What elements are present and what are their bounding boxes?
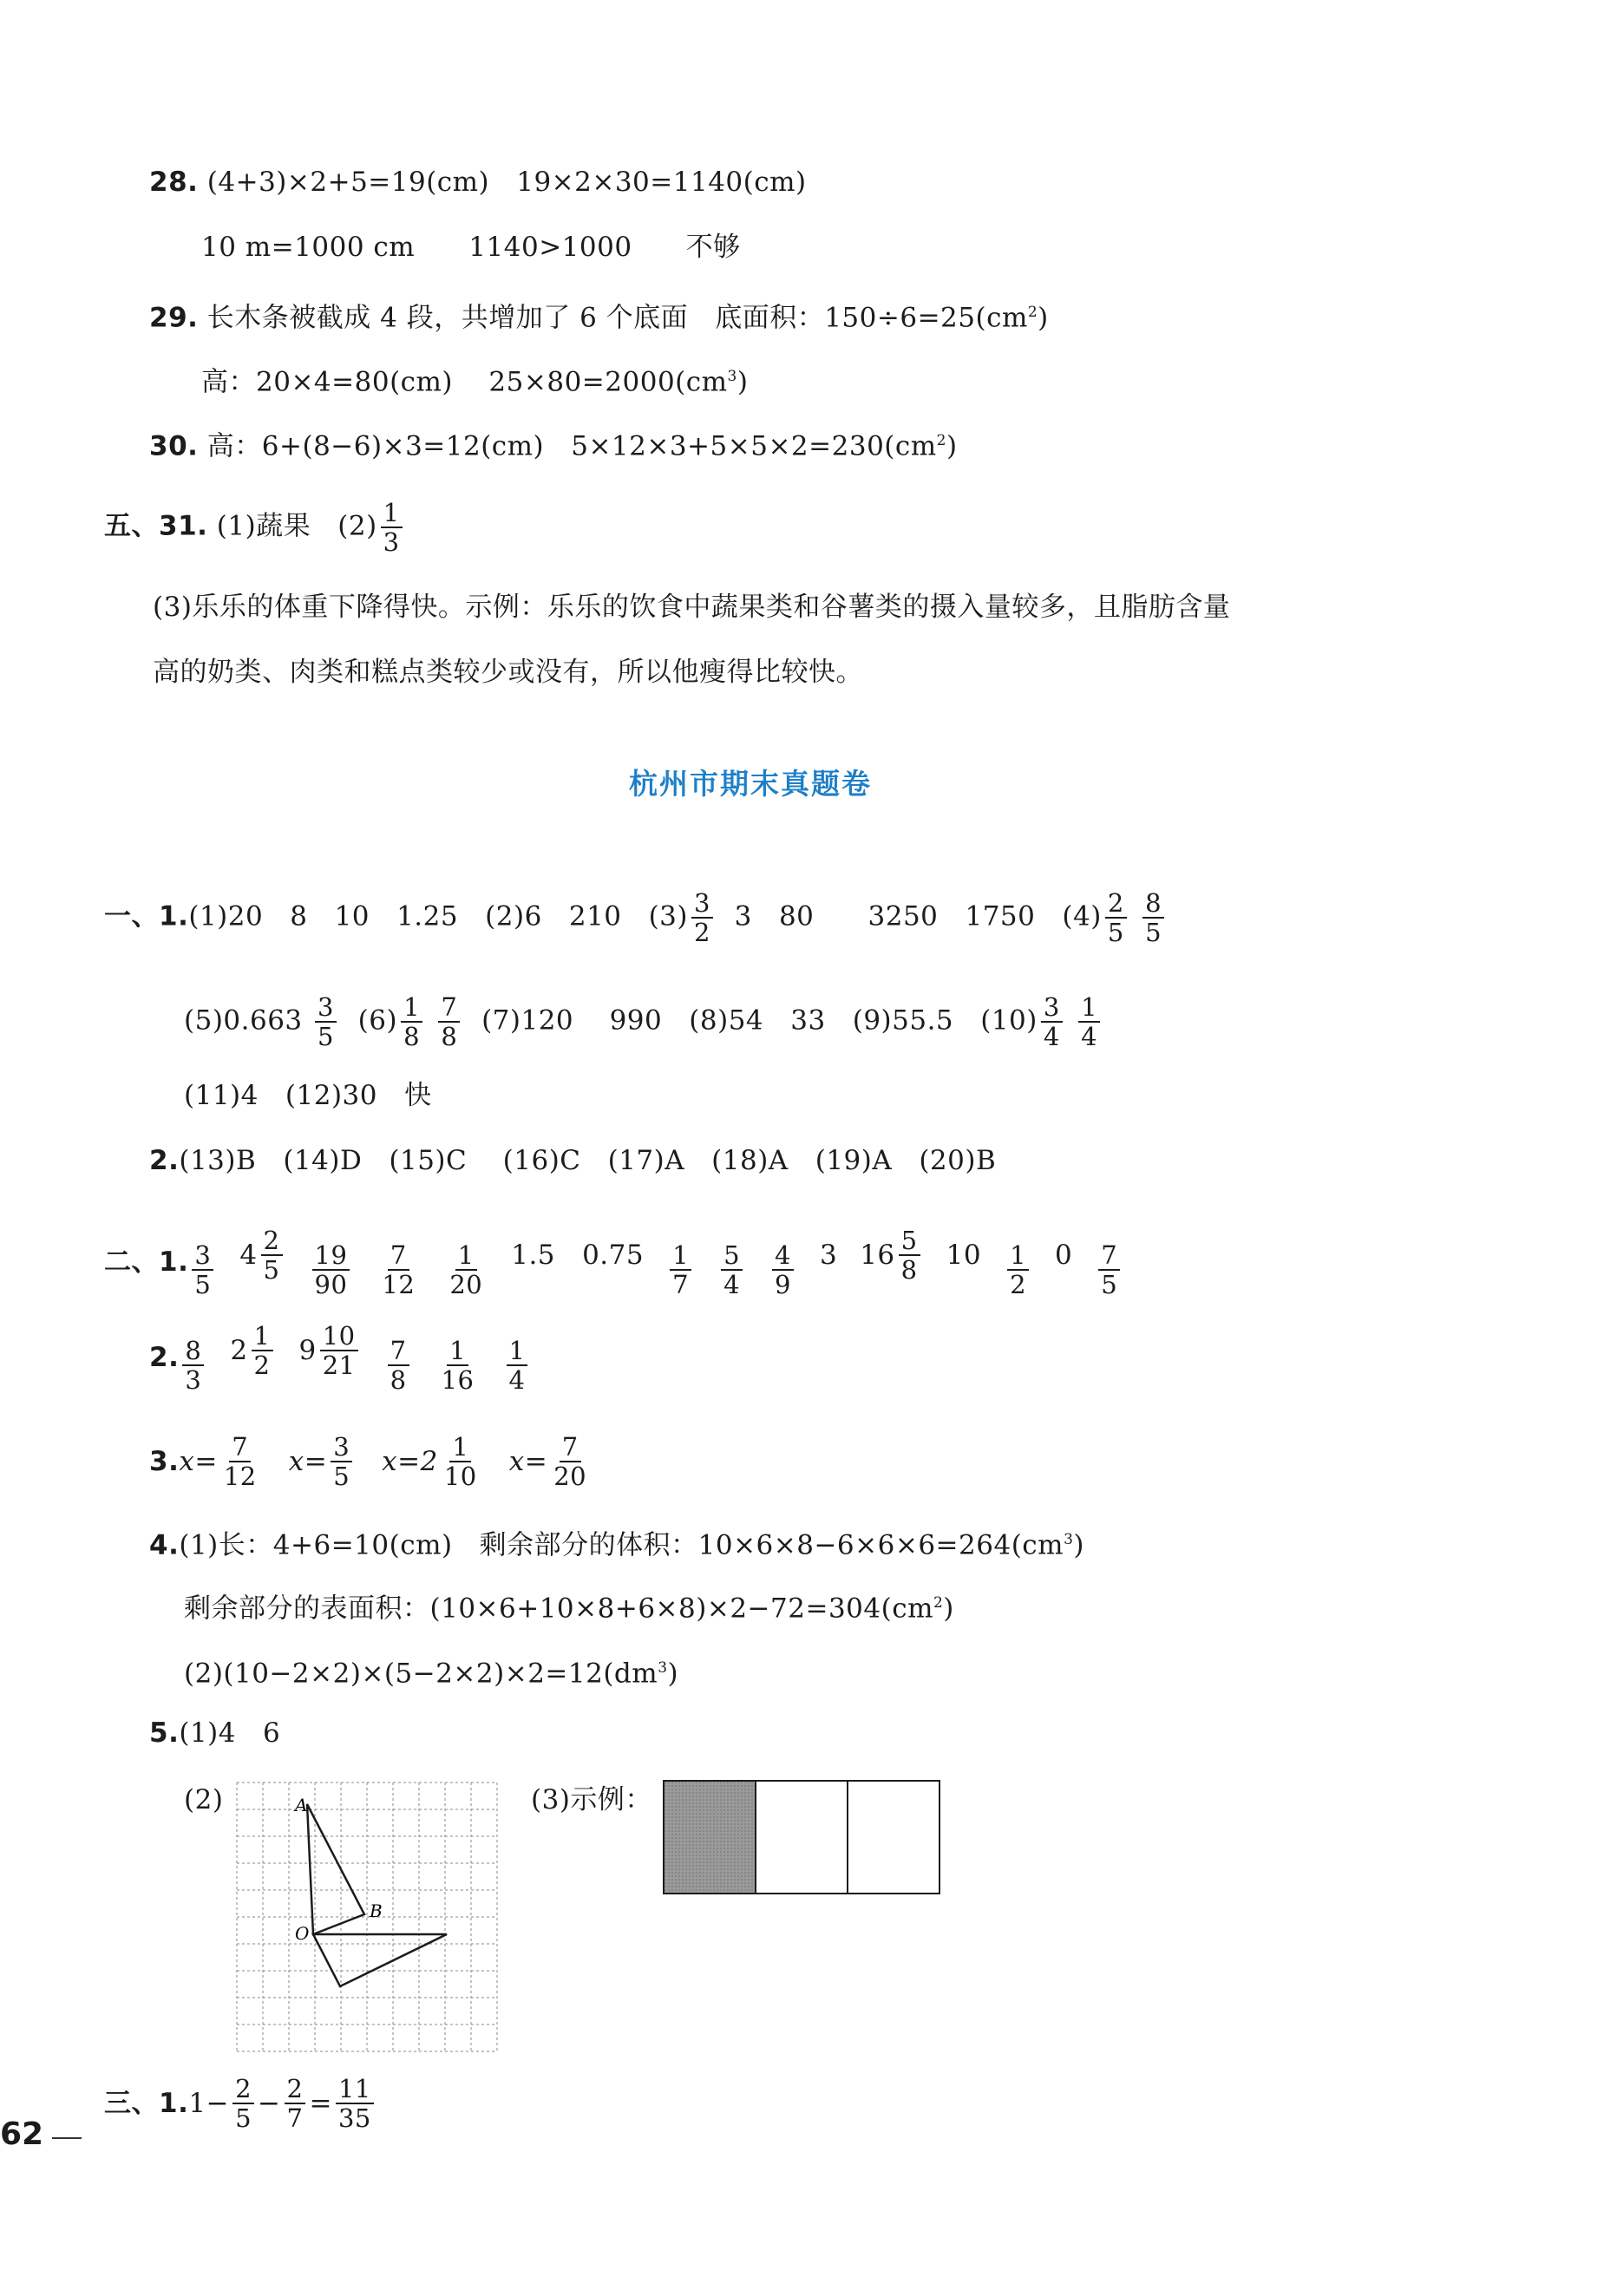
p3-frac-2-5: [232, 2075, 254, 2132]
fraction-denominator: 4: [508, 1364, 526, 1395]
p2-q2-number: 2.: [149, 1342, 180, 1373]
p1-l2b: (6): [339, 1004, 398, 1037]
fraction-denominator: 2: [694, 918, 710, 947]
q29-line2: [201, 359, 748, 399]
fraction-numerator: 3: [1041, 993, 1063, 1023]
p2-q4-l2-sup: 2: [933, 1594, 944, 1612]
answer-item: [443, 1241, 488, 1298]
fraction-numerator: 7: [388, 1337, 409, 1366]
p2-q4-l1: (1)长：4+6=10(cm) 剩余部分的体积：10×6×8−6×6×6=264(cm: [179, 1529, 1064, 1561]
variable-label: x=: [288, 1446, 328, 1477]
q28-line2: 10 m=1000 cm 1140>1000 不够: [201, 232, 741, 263]
fraction-numerator: 1: [447, 1337, 468, 1366]
p2-q4-l1-end: ): [1073, 1529, 1084, 1561]
fraction-numerator: 1: [507, 1337, 528, 1366]
fraction-numerator: 3: [315, 993, 337, 1023]
answer-item: [179, 1433, 262, 1490]
p1-q2-text: (13)B (14)D (15)C (16)C (17)A (18)A (19)A (20)B: [179, 1145, 997, 1176]
p3-frac-2-7: [285, 2075, 306, 2132]
q30-number: 30.: [149, 430, 199, 462]
p1-line2: [184, 993, 1103, 1050]
fraction-numerator: 1: [401, 993, 422, 1023]
fraction-denominator: 5: [1101, 1269, 1118, 1299]
fraction: [442, 1433, 480, 1490]
whole-number: 9: [298, 1334, 317, 1366]
answer-text: 10: [946, 1239, 982, 1271]
fraction-numerator: 1: [670, 1241, 691, 1271]
fraction-numerator: 3: [691, 889, 713, 919]
answer-text: 3: [819, 1239, 838, 1271]
fraction-numerator: 3: [331, 1433, 352, 1462]
answer-item: [1004, 1241, 1032, 1298]
q31-fraction: [381, 499, 403, 556]
p2-q3-number: 3.: [149, 1446, 180, 1477]
p2-q4-line1: [149, 1522, 1084, 1562]
fraction-denominator: 3: [383, 527, 400, 557]
q29-number: 29.: [149, 302, 199, 334]
q29-line2-sup: 3: [727, 368, 737, 385]
p2-q5-line1: [149, 1716, 280, 1750]
fraction-denominator: 8: [403, 1022, 421, 1051]
p2-q4-number: 4.: [149, 1529, 180, 1561]
answer-item: [384, 1337, 413, 1394]
p1-frac-3-5: [315, 993, 337, 1050]
p2-q4-l1-sup: 3: [1064, 1531, 1074, 1548]
p1-frac-2-5: [1105, 889, 1127, 946]
p2-q3: [149, 1427, 619, 1496]
fraction-numerator: 1: [252, 1322, 273, 1351]
p1-q2-number: 2.: [149, 1145, 180, 1176]
q31-line3: 高的奶类、肉类和糕点类较少或没有，所以他瘦得比较快。: [153, 657, 863, 688]
answer-item: [511, 1238, 644, 1272]
fraction-numerator: 2: [261, 1226, 283, 1256]
p1-line1: [104, 889, 1168, 946]
fraction-denominator: 35: [337, 2103, 371, 2133]
q29-text: 长木条被截成 4 段，共增加了 6 个底面 底面积：150÷6=25(cm: [206, 302, 1028, 334]
fraction: [192, 1241, 213, 1298]
p2-number: 二、1.: [104, 1246, 189, 1278]
answer-item: [299, 1322, 362, 1379]
answer-item: [309, 1241, 354, 1298]
fraction-numerator: 1: [1078, 993, 1100, 1023]
fraction-denominator: 5: [263, 1254, 280, 1285]
fraction: [507, 1337, 528, 1394]
fraction-denominator: 3: [185, 1364, 202, 1395]
answer-item: [666, 1241, 695, 1298]
answer-item: [1055, 1238, 1072, 1272]
p1-q2: [149, 1143, 996, 1178]
p2-q5-part3-label: (3)示例：: [531, 1784, 652, 1815]
fraction-denominator: 20: [553, 1462, 587, 1491]
triangle-original: [307, 1804, 364, 1934]
fraction-numerator: 10: [320, 1322, 358, 1351]
fraction-denominator: 7: [286, 2103, 304, 2133]
answer-item: [860, 1226, 923, 1284]
answer-item: [509, 1433, 592, 1490]
answer-item: [820, 1238, 837, 1272]
p2-q5-part2-label: (2): [184, 1784, 224, 1815]
q30-line: [149, 423, 958, 463]
p1-frac-7-8: [438, 993, 460, 1050]
fraction-numerator: 3: [192, 1241, 213, 1271]
fraction: [320, 1322, 358, 1379]
answer-item: [289, 1433, 356, 1490]
q30-text: 高：6+(8−6)×3=12(cm) 5×12×3+5×5×2=230(cm: [206, 430, 937, 462]
fraction-denominator: 4: [1081, 1022, 1098, 1051]
answer-item: [769, 1241, 797, 1298]
blank-part-2: [848, 1781, 939, 1894]
q29-line2-end: ): [737, 366, 749, 398]
answer-item: [179, 1337, 207, 1394]
fraction-denominator: 4: [1043, 1022, 1060, 1051]
answer-item: [435, 1337, 481, 1394]
answer-text: 0: [1055, 1239, 1073, 1271]
answer-item: [1095, 1241, 1123, 1298]
fraction: [252, 1322, 273, 1379]
p1-l1b: 3 80 3250 1750 (4): [716, 900, 1102, 932]
q28-number: 28.: [149, 167, 199, 198]
p2-q1: [104, 1227, 1146, 1297]
fraction-numerator: 19: [312, 1241, 350, 1271]
fraction: [439, 1337, 477, 1394]
p1-l1a: (1)20 8 10 1.25 (2)6 210 (3): [188, 900, 688, 932]
answer-item: [717, 1241, 746, 1298]
fraction-numerator: 2: [285, 2075, 306, 2104]
fraction-denominator: 5: [333, 1462, 350, 1491]
p3-eq: =: [309, 2088, 332, 2119]
fraction-numerator: 5: [721, 1241, 743, 1271]
q31-line1: [104, 499, 406, 556]
fraction-numerator: 8: [1142, 889, 1164, 919]
fraction-denominator: 2: [253, 1350, 271, 1380]
fraction-denominator: 9: [775, 1269, 791, 1299]
fraction: [388, 1337, 409, 1394]
whole-number: 4: [239, 1239, 258, 1271]
fraction: [1007, 1241, 1029, 1298]
p3-q1: [104, 2069, 377, 2138]
whole-number: 2: [230, 1334, 248, 1366]
fraction-numerator: 7: [438, 993, 460, 1023]
p2-q4-l3-sup: 3: [658, 1659, 668, 1677]
rotation-grid-figure: [232, 1778, 501, 2056]
fraction: [772, 1241, 794, 1298]
fraction-denominator: 5: [1145, 918, 1162, 947]
label-o: O: [295, 1923, 310, 1944]
fraction-numerator: 1: [1007, 1241, 1029, 1271]
fraction-denominator: 90: [314, 1269, 348, 1299]
shaded-part: [664, 1781, 756, 1894]
fraction-numerator: 5: [899, 1226, 920, 1256]
fraction-numerator: 11: [336, 2075, 374, 2104]
q28-text: (4+3)×2+5=19(cm) 19×2×30=1140(cm): [206, 167, 807, 198]
p2-q2-items: [179, 1322, 553, 1394]
p3-frac-11-35: [336, 2075, 374, 2132]
p2-q4-l3: (2)(10−2×2)×(5−2×2)×2=12(dm: [184, 1658, 658, 1690]
fraction-numerator: 1: [381, 499, 403, 528]
fraction: [182, 1337, 204, 1394]
fraction-denominator: 8: [900, 1254, 918, 1285]
q30-sup: 2: [936, 432, 946, 449]
q29-sup: 2: [1027, 304, 1038, 321]
p2-q4-l2: 剩余部分的表面积：(10×6+10×8+6×8)×2−72=304(cm: [184, 1593, 933, 1625]
fraction-numerator: 8: [182, 1337, 204, 1366]
p1-frac-1-4: [1078, 993, 1100, 1050]
answer-item: [188, 1241, 217, 1298]
fraction-numerator: 2: [1105, 889, 1127, 919]
fraction-denominator: 12: [382, 1269, 416, 1299]
fraction-numerator: 7: [560, 1433, 581, 1462]
p2-q4-l3-end: ): [667, 1658, 679, 1690]
fraction-denominator: 4: [723, 1269, 741, 1299]
fraction: [379, 1241, 417, 1298]
p3-a: 1−: [188, 2088, 230, 2119]
fraction-numerator: 4: [772, 1241, 794, 1271]
fraction-denominator: 8: [441, 1022, 458, 1051]
q29-line2-text: 高：20×4=80(cm) 25×80=2000(cm: [201, 366, 728, 398]
triangle-rotated: [313, 1934, 447, 1986]
p1-frac-3-4: [1041, 993, 1063, 1050]
p2-q4-l2-end: ): [943, 1593, 954, 1625]
q29-text-end: ): [1038, 302, 1049, 334]
label-a: A: [295, 1795, 308, 1815]
fraction-denominator: 20: [449, 1269, 483, 1299]
variable-label: x=: [179, 1446, 218, 1477]
fraction-denominator: 8: [390, 1364, 407, 1395]
page-number-dash: [52, 2137, 82, 2139]
section-title: 杭州市期末真题卷: [629, 767, 872, 801]
fraction: [1098, 1241, 1120, 1298]
p2-q2: [149, 1320, 553, 1395]
variable-label: x=: [508, 1446, 548, 1477]
fraction: [899, 1226, 920, 1284]
fraction-denominator: 5: [194, 1269, 212, 1299]
answer-item: [376, 1241, 421, 1298]
fraction-denominator: 16: [441, 1364, 475, 1395]
fraction: [670, 1241, 691, 1298]
p1-line3: (11)4 (12)30 快: [184, 1080, 432, 1111]
label-b: B: [370, 1900, 383, 1921]
q30-end: ): [946, 430, 958, 462]
fraction-numerator: 7: [388, 1241, 409, 1271]
p3-minus: −: [258, 2088, 281, 2119]
fraction: [551, 1433, 589, 1490]
fraction-numerator: 1: [455, 1241, 477, 1271]
fraction: [261, 1226, 283, 1284]
fraction-numerator: 1: [449, 1433, 471, 1462]
p3-number: 三、1.: [104, 2088, 189, 2119]
fraction: [312, 1241, 350, 1298]
answer-item: [503, 1337, 532, 1394]
fraction-denominator: 5: [235, 2103, 252, 2133]
answer-item: [230, 1322, 276, 1379]
p1-frac-3-2: [691, 889, 713, 946]
p2-q3-items: [179, 1433, 619, 1490]
p1-l2c: (7)120 990 (8)54 33 (9)55.5 (10): [463, 1004, 1038, 1037]
blank-part-1: [756, 1781, 848, 1894]
answer-item: [946, 1238, 981, 1272]
answer-item: [382, 1433, 483, 1490]
p1-l2a: (5)0.663: [184, 1004, 312, 1037]
fraction-numerator: 7: [1098, 1241, 1120, 1271]
q31-text: (1)蔬果 (2): [216, 510, 377, 542]
fraction-rectangle-figure: [661, 1778, 944, 1900]
q29-line1: [149, 295, 1049, 335]
fraction: [331, 1433, 352, 1490]
fraction: [721, 1241, 743, 1298]
p2-q4-line2: [184, 1586, 954, 1626]
p2-q1-items: [188, 1226, 1146, 1298]
p2-q5-number: 5.: [149, 1717, 180, 1749]
fraction-denominator: 5: [318, 1022, 334, 1051]
fraction: [447, 1241, 485, 1298]
whole-number: 16: [860, 1239, 895, 1271]
answer-item: [239, 1226, 285, 1284]
p1-frac-1-8: [401, 993, 422, 1050]
fraction-denominator: 12: [223, 1462, 257, 1491]
q31-line2: (3)乐乐的体重下降得快。示例：乐乐的饮食中蔬果类和谷薯类的摄入量较多，且脂肪含量: [153, 592, 1231, 623]
page-number: 62: [0, 2116, 44, 2152]
fraction-denominator: 5: [1107, 918, 1124, 947]
fraction-denominator: 2: [1010, 1269, 1027, 1299]
fraction-numerator: 2: [232, 2075, 254, 2104]
p2-q5-l1: (1)4 6: [179, 1717, 281, 1749]
answer-text: 1.5 0.75: [511, 1239, 645, 1271]
fraction-denominator: 7: [672, 1269, 690, 1299]
fraction-numerator: 7: [229, 1433, 251, 1462]
q28-line1: [149, 165, 807, 200]
p1-frac-8-5: [1142, 889, 1164, 946]
fraction: [221, 1433, 259, 1490]
p1-number: 一、1.: [104, 900, 189, 932]
fraction-denominator: 10: [443, 1462, 477, 1491]
variable-label: x=2: [382, 1446, 438, 1477]
p2-q4-line3: [184, 1651, 678, 1691]
fraction-denominator: 21: [322, 1350, 356, 1380]
q31-number: 五、31.: [104, 510, 208, 542]
